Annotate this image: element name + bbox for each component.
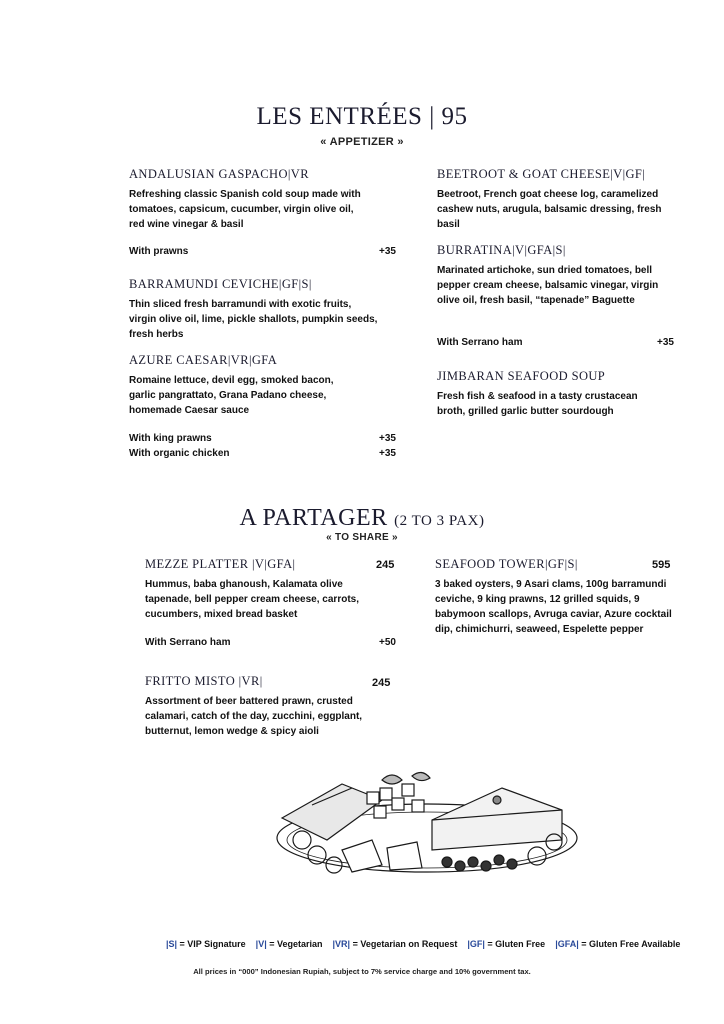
- legend-text-gfa: = Gluten Free Available: [578, 939, 681, 949]
- item-desc: Refreshing classic Spanish cold soup made with tomatoes, capsicum, cucumber, virgin olive oil, red wine vinegar & basil: [129, 189, 361, 230]
- menu-item-seafood-tower: [435, 557, 675, 637]
- menu-item-gaspacho: [129, 167, 369, 232]
- extra-price: +35: [379, 433, 396, 444]
- food-platter-illustration: [272, 770, 582, 890]
- extra-row: [129, 448, 396, 459]
- menu-item-jimbaran: [437, 369, 657, 419]
- item-name: ANDALUSIAN GASPACHO|VR: [129, 167, 309, 181]
- item-desc: Hummus, baba ghanoush, Kalamata olive tapenade, bell pepper cream cheese, carrots, cucumbers, mixed bread basket: [145, 579, 359, 620]
- item-name: BARRAMUNDI CEVICHE|GF|S|: [129, 277, 312, 291]
- menu-item-burratina: [437, 243, 667, 308]
- legend-text-s: = VIP Signature: [177, 939, 246, 949]
- extra-row: [129, 433, 396, 444]
- legend-text-gf: = Gluten Free: [484, 939, 546, 949]
- extra-label: With organic chicken: [129, 448, 230, 459]
- item-desc: Marinated artichoke, sun dried tomatoes, bell pepper cream cheese, balsamic vinegar, virgin olive oil, fresh basil, “tapenade” Baguette: [437, 265, 659, 306]
- item-name: BURRATINA|V|GFA|S|: [437, 243, 566, 257]
- item-desc: 3 baked oysters, 9 Asari clams, 100g barramundi ceviche, 9 king prawns, 12 grilled squids, 9 babymoon scallops, Avruga caviar, Azure cocktail dip, chimichurri, seaweed, Espelette pepper: [435, 579, 672, 635]
- extra-label: With Serrano ham: [437, 337, 523, 348]
- item-name: BEETROOT & GOAT CHEESE|V|GF|: [437, 167, 646, 181]
- legend-code-gfa: |GFA|: [555, 939, 579, 949]
- item-desc: Romaine lettuce, devil egg, smoked bacon, garlic pangrattato, Grana Padano cheese, homemade Caesar sauce: [129, 375, 334, 416]
- item-name: MEZZE PLATTER |V|GFA|: [145, 557, 296, 571]
- extra-label: With king prawns: [129, 433, 212, 444]
- extra-price: +35: [379, 246, 396, 257]
- legend-code-gf: |GF|: [467, 939, 485, 949]
- item-desc: Assortment of beer battered prawn, crusted calamari, catch of the day, zucchini, eggplant, butternut, lemon wedge & spicy aioli: [145, 696, 363, 737]
- entrees-subtitle: « APPETIZER »: [320, 136, 404, 148]
- item-desc: Thin sliced fresh barramundi with exotic fruits, virgin olive oil, lime, pickle shallots, pumpkin seeds, fresh herbs: [129, 299, 378, 340]
- legend-text-vr: = Vegetarian on Request: [350, 939, 458, 949]
- legend-text-v: = Vegetarian: [266, 939, 323, 949]
- item-name: AZURE CAESAR|VR|GFA: [129, 353, 278, 367]
- item-desc: Beetroot, French goat cheese log, caramelized cashew nuts, arugula, balsamic dressing, fresh basil: [437, 189, 662, 230]
- extra-row: [437, 337, 674, 348]
- menu-item-mezze: [145, 557, 370, 622]
- menu-item-caesar: [129, 353, 359, 418]
- legend-code-s: |S|: [166, 939, 178, 949]
- partager-subtitle: « TO SHARE »: [326, 532, 398, 543]
- item-name: FRITTO MISTO |VR|: [145, 674, 263, 688]
- item-name: SEAFOOD TOWER|GF|S|: [435, 557, 578, 571]
- extra-label: With Serrano ham: [145, 637, 231, 648]
- entrees-title: LES ENTRÉES | 95: [256, 103, 468, 130]
- menu-item-ceviche: [129, 277, 379, 342]
- partager-title: [0, 505, 724, 532]
- extra-price: +50: [379, 637, 396, 648]
- item-price: 245: [376, 559, 395, 571]
- menu-item-beetroot: [437, 167, 662, 232]
- item-price: 595: [652, 559, 671, 571]
- extra-price: +35: [657, 337, 674, 348]
- legend-code-vr: |VR|: [332, 939, 351, 949]
- partager-title-pax: (2 TO 3 PAX): [394, 513, 485, 529]
- extra-label: With prawns: [129, 246, 189, 257]
- dietary-legend: [166, 939, 686, 949]
- item-price: 245: [372, 677, 391, 689]
- legend-code-v: |V|: [255, 939, 267, 949]
- extra-price: +35: [379, 448, 396, 459]
- item-desc: Fresh fish & seafood in a tasty crustacean broth, grilled garlic butter sourdough: [437, 391, 638, 417]
- extra-row: [129, 246, 396, 257]
- partager-title-main: A PARTAGER: [239, 505, 388, 531]
- extra-row: [145, 637, 396, 648]
- item-name: JIMBARAN SEAFOOD SOUP: [437, 369, 606, 383]
- price-note: All prices in “000” Indonesian Rupiah, subject to 7% service charge and 10% government tax.: [193, 967, 531, 976]
- menu-item-fritto: [145, 674, 375, 739]
